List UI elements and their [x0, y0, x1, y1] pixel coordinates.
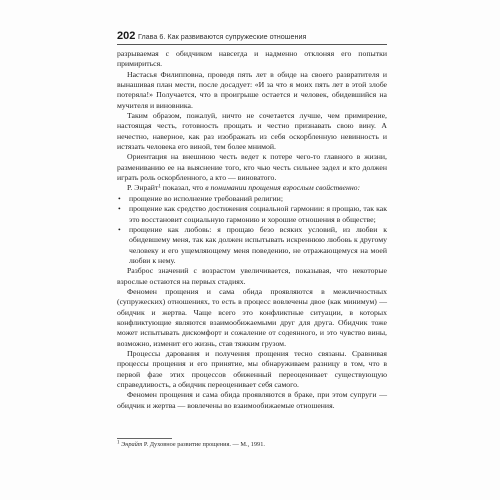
list-item-text: прощение во исполнение требований религии; — [129, 193, 283, 203]
page-number: 202 — [117, 30, 136, 42]
paragraph: Ориентация на внешнюю честь ведет к потере чего-то главного в жизни, размениванию ее на выяснение того, кто чью честь сильнее задел и кто должен играть роль оскорбленного, а кто — виноватого. — [117, 152, 387, 183]
paragraph: Процессы дарования и получения прощения тесно связаны. Сравнивая процессы прощения и его принятие, мы обнаруживаем разницу в том, что в первой фазе этих процессов обиженный переоценивает существующую справедливость, а обидчик переоценивает себя самого. — [117, 348, 387, 389]
header-rule — [117, 44, 387, 45]
paragraph: Настасья Филипповна, проведя пять лет в обиде на своего развратителя и вынашивая план мести, после досадует: «И за что я моих пять лет в этой злобе потеряла!» Получается, что в проигрыше остается и человек, обидевшийся на мучителя и виновника. — [117, 69, 387, 110]
footnote-text: Р. Духовное развитие прощения. — М., 1991. — [142, 441, 265, 448]
paragraph: Разброс значений с возрастом увеличивается, показывая, что некоторые взрослые остаются на первых стадиях. — [117, 266, 387, 286]
lead-text: показал, что — [160, 183, 206, 193]
chapter-title: Глава 6. Как развиваются супружеские отношения — [138, 32, 307, 41]
paragraph: Феномен прощения и сама обида проявляются в браке, при этом супруги — обидчик и жертва — вовлечены во взаимообижаемые отношения. — [117, 390, 387, 410]
list-item — [117, 194, 387, 204]
paragraph-list-lead — [117, 183, 387, 193]
bullet-icon: • — [118, 193, 121, 203]
footnote-ref: 1 — [158, 184, 161, 190]
bullet-icon: • — [118, 204, 121, 214]
paragraph: Феномен прощения и сама обида проявляются в межличностных (супружеских) отношениях, то есть в процесс вовлечены двое (как минимум) — обидчик и жертва. Чаще всего это конфликтные ситуации, в которых конфликтующие являются взаимообижаемыми друг для друга. Обидчик тоже может испытывать дискомфорт и сожаление от содеянного, и это чувство вины, возможно, изменит его жизнь, став тяжким грузом. — [117, 286, 387, 348]
emphasis-text: в понимании прощения взрослым свойственно: — [205, 183, 361, 193]
paragraph: Таким образом, пожалуй, ничто не сочетается лучше, чем примирение, настоящая честь, готовность прощать и честно признавать свою вину. А нечестно, наверное, как раз изображать из себя оскорбленную невинность и истязать человека его виной, тем более мнимой. — [117, 111, 387, 152]
body-text — [117, 49, 387, 411]
footnote-marker: 1 — [117, 440, 120, 446]
footnote — [117, 441, 387, 449]
author-name: Р. Энрайт — [127, 183, 159, 193]
list-item — [117, 204, 387, 225]
list-item-text: прощение как средство достижения социальной гармонии: я прощаю, так как это восстановит социальную гармонию и хорошие отношения в обществе; — [129, 204, 387, 224]
footnote-rule — [117, 438, 172, 439]
bullet-icon: • — [118, 224, 121, 234]
list-item-text: прощение как любовь: я прощаю безо всяких условий, из любви к обидевшему меня, так как должен испытывать искреннюю любовь к другому человеку и его ущемляющему меня поведению, не отражающемуся на моей любви к нему. — [129, 224, 387, 265]
running-header — [117, 30, 387, 42]
bullet-list — [117, 194, 387, 266]
paragraph: разрываемая с обидчиком навсегда и надменно отклоняя его попытки примириться. — [117, 49, 387, 69]
list-item — [117, 225, 387, 266]
footnote-author: Энрайт — [121, 441, 143, 448]
